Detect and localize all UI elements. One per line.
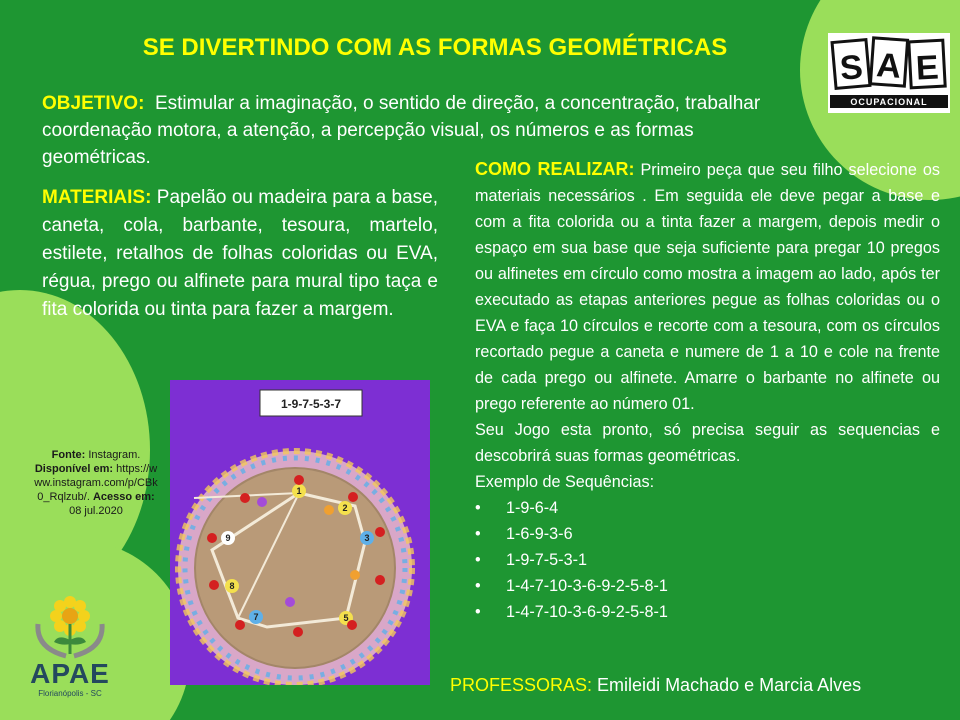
list-item — [475, 547, 940, 573]
sequence-text: 1-9-6-4 — [506, 499, 559, 517]
sae-letter: A — [875, 46, 903, 86]
bullet: • — [475, 603, 481, 621]
pin-number: 5 — [343, 613, 349, 623]
apae-logo — [14, 588, 126, 712]
bullet: • — [475, 551, 481, 569]
sequence-text: 1-6-9-3-6 — [506, 525, 573, 543]
board-cardboard — [195, 468, 395, 668]
list-item — [475, 599, 940, 625]
sequence-text: 1-4-7-10-3-6-9-2-5-8-1 — [506, 577, 668, 595]
bullet: • — [475, 577, 481, 595]
pin-number: 3 — [364, 533, 370, 543]
objetivo-text: Estimular a imaginação, o sentido de direção, a concentração, trabalhar coordenação motora, a atenção, a percepção visual, os números e as formas geométricas. — [42, 93, 761, 168]
source-caption — [34, 448, 158, 518]
page-title: SE DIVERTINDO COM AS FORMAS GEOMÉTRICAS — [142, 34, 728, 61]
sae-letter: S — [838, 48, 865, 88]
apae-city: Florianópolis - SC — [38, 689, 102, 698]
como-realizar-text2: Seu Jogo esta pronto, só precisa seguir as sequencias e descobrirá suas formas geométricas. — [475, 421, 940, 465]
sae-letter: E — [914, 48, 940, 88]
professoras-line — [450, 675, 950, 696]
list-item — [475, 573, 940, 599]
pin-number: 9 — [225, 533, 231, 543]
materiais-section — [42, 184, 438, 324]
bullet: • — [475, 499, 481, 517]
list-item — [475, 521, 940, 547]
materiais-label: MATERIAIS: — [42, 187, 152, 208]
sae-subtitle: OCUPACIONAL — [850, 97, 928, 107]
como-realizar-section — [475, 156, 940, 625]
pin-number: 7 — [253, 612, 259, 622]
disponivel-label: Disponível em: — [34, 463, 114, 475]
sequence-text: 1-9-7-5-3-1 — [506, 551, 587, 569]
como-realizar-text: Primeiro peça que seu filho selecione os materiais necessários . Em seguida ele deve pegar a base e com a fita colorida ou a tinta fazer a margem, depois medir o espaço em sua base que seja suficiente para pregar 10 pregos ou alfinetes em círculo como mostra a imagem ao lado, após ter executado as etapas anteriores pegue as folhas coloridas ou o EVA e faça 10 círculos e recorte com a tesoura, com os círculos recortado pegue a caneta e numere de 1 a 10 e cole na frente de cada prego ou alfinete. Amarre o barbante no alfinete ou prego referente ao número 01. — [475, 161, 940, 413]
sequence-text: 1-4-7-10-3-6-9-2-5-8-1 — [506, 603, 668, 621]
pin-number: 8 — [229, 581, 235, 591]
objetivo-label: OBJETIVO: — [42, 93, 145, 114]
sequence-card-text: 1-9-7-5-3-7 — [280, 397, 342, 411]
sae-logo — [828, 33, 950, 113]
materiais-text: Papelão ou madeira para a base, caneta, cola, barbante, tesoura, martelo, estilete, retalhos de folhas coloridas ou EVA, régua, prego ou alfinete para mural tipo taça e fita colorida ou tinta para fazer a margem. — [42, 187, 438, 320]
sae-logo-graphic — [828, 33, 950, 113]
board-photo — [170, 380, 430, 685]
exemplo-label: Exemplo de Sequências: — [475, 473, 655, 491]
source-url: https://www.instagram.com/p/CBk0_Rqlzub/. — [34, 463, 158, 503]
bullet: • — [475, 525, 481, 543]
fonte-value: Instagram. — [88, 449, 141, 461]
board-illustration — [170, 380, 430, 685]
acesso-label: Acesso em: — [92, 491, 155, 503]
apae-name: APAE — [30, 658, 110, 689]
pin-number: 1 — [296, 486, 302, 496]
acesso-value: 08 jul.2020 — [69, 505, 123, 517]
como-realizar-label: COMO REALIZAR: — [475, 159, 635, 179]
apae-flower-icon — [14, 588, 126, 660]
professoras-names: Emileidi Machado e Marcia Alves — [597, 675, 862, 695]
list-item — [475, 495, 940, 521]
professoras-label: PROFESSORAS: — [450, 675, 593, 695]
sequence-list — [475, 495, 940, 625]
pin-number: 2 — [342, 503, 348, 513]
fonte-label: Fonte: — [51, 449, 86, 461]
